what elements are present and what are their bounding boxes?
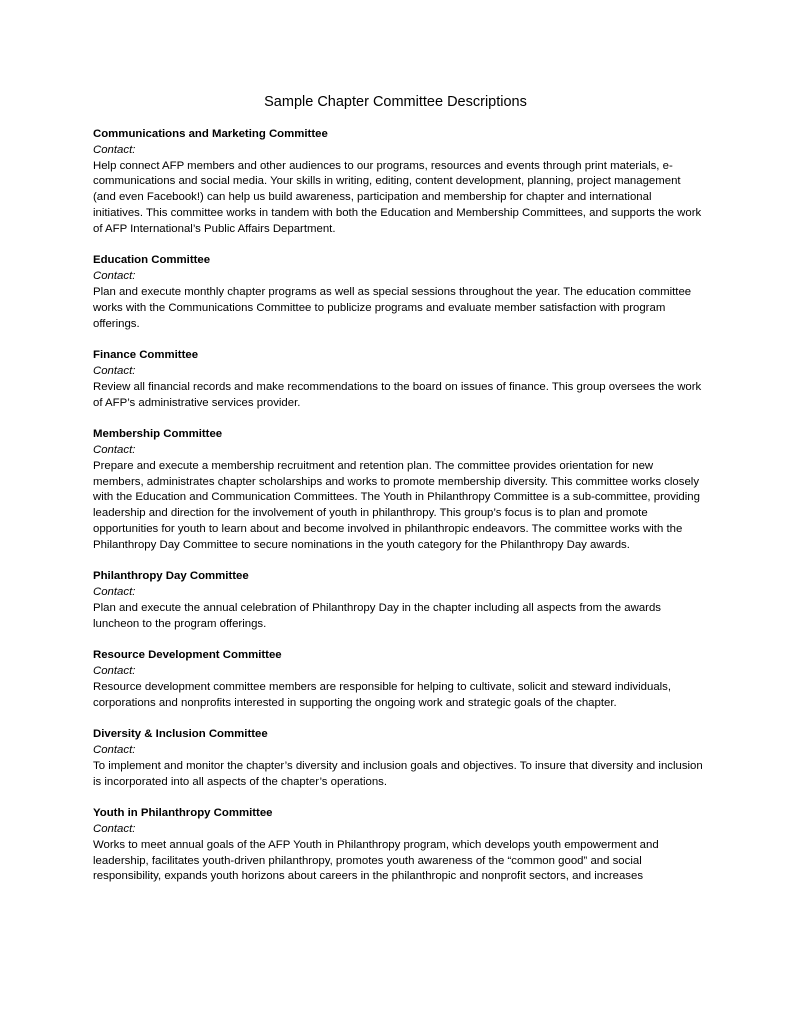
committee-description: Resource development committee members are responsible for helping to cultivate, solicit and steward individuals, corporations and nonprofits interested in supporting the ongoing work and strategic goals of the chapter. [93, 680, 672, 709]
committee-contact: Contact: [93, 270, 136, 283]
committee-section-education [93, 253, 703, 332]
committee-contact: Contact: [93, 744, 136, 757]
committee-contact: Contact: [93, 823, 136, 836]
committee-contact: Contact: [93, 586, 136, 599]
document-title: Sample Chapter Committee Descriptions [264, 94, 527, 110]
committee-title: Youth in Philanthropy Committee [93, 807, 273, 820]
committee-description: Plan and execute monthly chapter programs as well as special sessions throughout the year. The education committee works with the Communications Committee to publicize programs and evaluate member satisfaction with program offerings. [93, 285, 692, 330]
committee-description: Works to meet annual goals of the AFP Youth in Philanthropy program, which develops youth empowerment and leadership, facilitates youth-driven philanthropy, promotes youth awareness of the “common good” and social responsibility, expands youth horizons about careers in the philanthropic and nonprofit sectors, and increases [93, 838, 659, 883]
committee-contact: Contact: [93, 143, 136, 156]
committee-title: Philanthropy Day Committee [93, 570, 249, 583]
committee-title: Diversity & Inclusion Committee [93, 728, 268, 741]
committee-section-finance [93, 348, 703, 411]
committee-section-diversity-inclusion [93, 727, 703, 790]
committee-description: Prepare and execute a membership recruitment and retention plan. The committee provides orientation for new members, administrates chapter scholarships and works to promote membership diversity. This committee works closely with the Education and Communication Committees. The Youth in Philanthropy Committee is a sub-committee, providing leadership and direction for the involvement of youth in philanthropy. This group’s focus is to plan and promote opportunities for youth to learn about and become involved in philanthropic endeavors. The committee works with the Philanthropy Day Committee to secure nominations in the youth category for the Philanthropy Day awards. [93, 459, 700, 551]
committee-section-membership [93, 427, 703, 553]
committee-contact: Contact: [93, 443, 136, 456]
committee-section-youth-in-philanthropy [93, 806, 703, 885]
committee-section-philanthropy-day [93, 569, 703, 632]
document-body [93, 127, 703, 901]
committee-description: Plan and execute the annual celebration of Philanthropy Day in the chapter including all aspects from the awards luncheon to the program offerings. [93, 601, 661, 630]
committee-title: Education Committee [93, 254, 211, 267]
committee-contact: Contact: [93, 364, 136, 377]
committee-section-resource-development [93, 648, 703, 711]
committee-contact: Contact: [93, 665, 136, 678]
committee-description: Review all financial records and make recommendations to the board on issues of finance. This group oversees the work of AFP’s administrative services provider. [93, 380, 702, 409]
committee-title: Finance Committee [93, 349, 199, 362]
committee-title: Resource Development Committee [93, 649, 282, 662]
committee-description: Help connect AFP members and other audiences to our programs, resources and events through print materials, e-communications and social media. Your skills in writing, editing, content development, planning, project management (and even Facebook!) can help us build awareness, participation and membership for chapter and international initiatives. This committee works in tandem with both the Education and Membership Committees, and supports the work of AFP International’s Public Affairs Department. [93, 159, 702, 235]
committee-section-communications [93, 127, 703, 238]
committee-title: Membership Committee [93, 428, 223, 441]
committee-description: To implement and monitor the chapter’s diversity and inclusion goals and objectives. To insure that diversity and inclusion is incorporated into all aspects of the chapter’s operations. [93, 759, 703, 788]
committee-title: Communications and Marketing Committee [93, 128, 328, 140]
